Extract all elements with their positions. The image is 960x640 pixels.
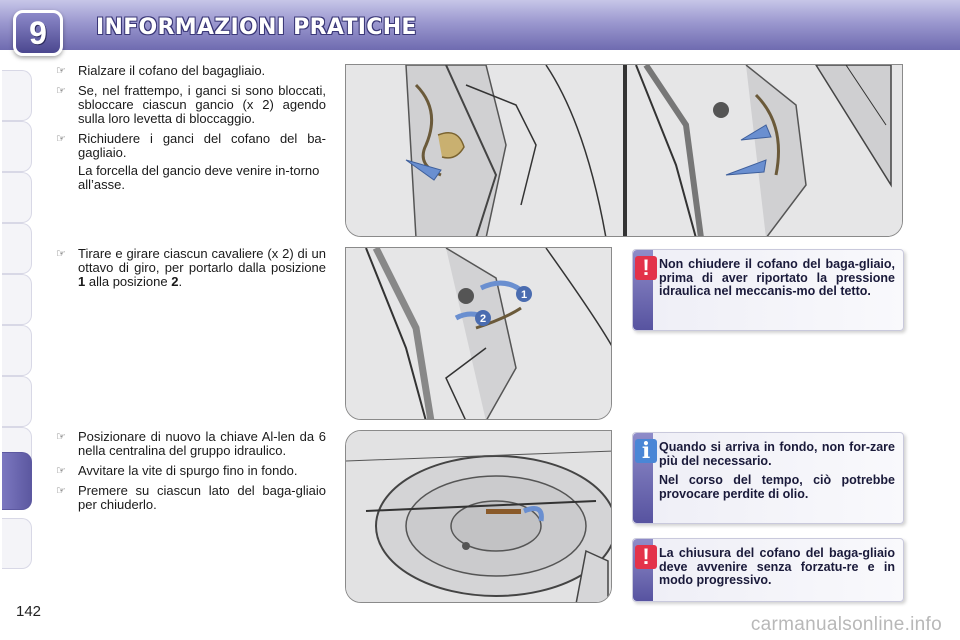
chapter-badge: 9	[13, 10, 63, 56]
chapter-tab[interactable]	[2, 325, 32, 376]
instruction-item: ☞ Avvitare la vite di spurgo fino in fondo.	[56, 463, 298, 478]
info-text: Quando si arriva in fondo, non for-zare più del necessario. Nel corso del tempo, ciò potrebbe provocare perdite di olio.	[659, 440, 895, 501]
instruction-item: ☞ Premere su ciascun lato del baga-gliaio per chiuderlo.	[56, 483, 326, 512]
instruction-item: ☞ Rialzare il cofano del bagagliaio.	[56, 63, 266, 78]
chapter-tab[interactable]	[2, 518, 32, 569]
pointing-hand-icon: ☞	[56, 133, 66, 145]
warning-icon: !	[635, 256, 657, 280]
instruction-note: La forcella del gancio deve venire in-torno all’asse.	[78, 163, 320, 192]
instruction-item: ☞ Tirare e girare ciascun cavaliere (x 2) di un ottavo di giro, per portarlo dalla posizione 1 alla posizione 2.	[56, 246, 326, 289]
chapter-tab[interactable]	[2, 376, 32, 427]
pointing-hand-icon: ☞	[56, 485, 66, 497]
warning-text: La chiusura del cofano del baga-gliaio deve avvenire senza forzatu-re e in modo progressivo.	[659, 546, 895, 587]
warning-text: Non chiudere il cofano del baga-gliaio, prima di aver riportato la pressione idraulica nel meccanis-mo del tetto.	[659, 257, 895, 298]
chapter-tab-active[interactable]	[2, 452, 32, 510]
instruction-item: ☞ Se, nel frattempo, i ganci si sono bloccati, sbloccare ciascun gancio (x 2) agendo sulla loro levetta di bloccaggio.	[56, 83, 326, 126]
pointing-hand-icon: ☞	[56, 431, 66, 443]
pointing-hand-icon: ☞	[56, 465, 66, 477]
chapter-tab[interactable]	[2, 223, 32, 274]
pointing-hand-icon: ☞	[56, 85, 66, 97]
position-label-1: 1	[520, 289, 528, 301]
position-label-2: 2	[479, 313, 487, 325]
chapter-tab-strip	[0, 70, 34, 570]
chapter-tab[interactable]	[2, 172, 32, 223]
page-number: 142	[16, 603, 42, 620]
figure-spare-wheel-well	[345, 430, 612, 603]
pointing-hand-icon: ☞	[56, 65, 66, 77]
pointing-hand-icon: ☞	[56, 248, 66, 260]
warning-icon: !	[635, 545, 657, 569]
chapter-tab[interactable]	[2, 121, 32, 172]
instruction-item: ☞ Richiudere i ganci del cofano del ba-gagliaio.	[56, 131, 326, 160]
page-title: INFORMAZIONI PRATICHE	[96, 15, 417, 40]
warning-notice-closing	[632, 538, 904, 602]
instructions-group-2	[56, 247, 326, 295]
watermark: carmanualsonline.info	[750, 614, 942, 635]
info-notice	[632, 432, 904, 524]
figure-trunk-hooks	[345, 64, 903, 237]
chapter-tab[interactable]	[2, 274, 32, 325]
figure-cavaliere-rotation	[345, 247, 612, 420]
warning-notice-roof	[632, 249, 904, 331]
chapter-tab[interactable]	[2, 70, 32, 121]
instructions-group-1	[56, 64, 326, 192]
instruction-item: ☞ Posizionare di nuovo la chiave Al-len da 6 nella centralina del gruppo idraulico.	[56, 429, 326, 458]
instructions-group-3	[56, 430, 326, 518]
info-icon: i	[635, 439, 657, 463]
